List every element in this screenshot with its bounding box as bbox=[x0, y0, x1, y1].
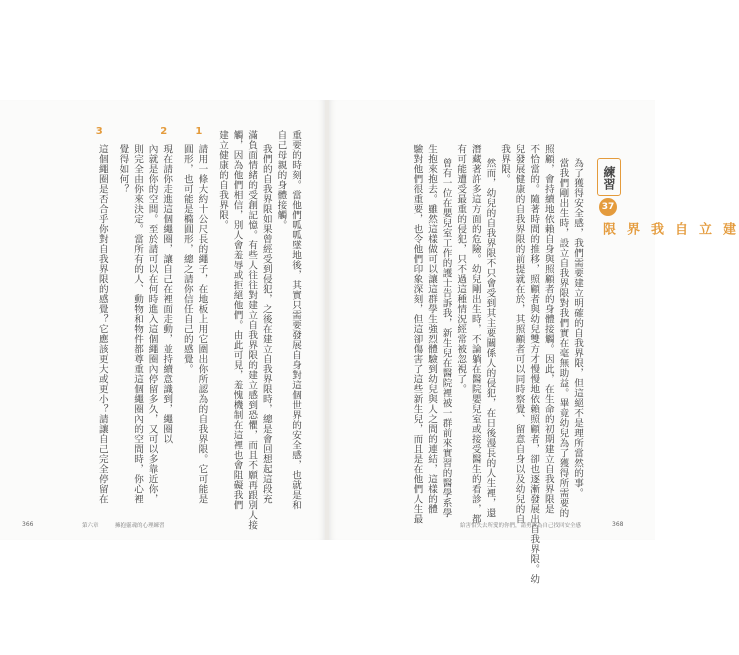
paragraph-line: 照顧，會持續地依賴自身與照顧者的身體接觸。因此，在生命的初期建立自我界限是 bbox=[542, 144, 554, 514]
paragraph-line: 然而，幼兒的自我界限不只會受到其主要關係人的侵犯，在日後漫長的人生裡，還 bbox=[484, 158, 496, 518]
exercise-number-badge: 37 bbox=[599, 198, 617, 216]
paragraph-line: 我們的自我界限如果曾經受到侵犯，之後在建立自我界限時，總是會回想起這段充 bbox=[260, 144, 272, 504]
step-line: 覺得如何？ bbox=[117, 144, 129, 194]
paragraph-line: 兒發展健康的自我界限的前提就在於，其照顧者可以同時察覺、留意自身以及幼兒的自 bbox=[513, 144, 525, 524]
right-footer-title: 給害怕失去所愛的你們，請勇敢為自己找回安全感 bbox=[460, 523, 582, 529]
step-line: 內就是你的空間。至於請可以在何時進入這個繩圈內停留多久，又可以多靠近你， bbox=[146, 144, 158, 504]
left-footer-chapter: 第六章 bbox=[82, 523, 99, 529]
paragraph-line: 潛藏著許多這方面的危險。幼兒剛出生時，不論躺在醫院嬰兒室或接受醫生的看診，都 bbox=[469, 144, 481, 524]
left-page-number: 366 bbox=[22, 521, 34, 528]
paragraph-line: 建立健康的自我界限。 bbox=[217, 130, 228, 230]
paragraph-line: 生抱來抱去。雖然這樣做可以讓這群學生強烈體驗到幼兒與人之間的連結，這樣的體 bbox=[426, 144, 437, 514]
step-number: 3 bbox=[95, 126, 103, 137]
step-number: 2 bbox=[160, 126, 168, 137]
paragraph-line: 自己母親的身體接觸。 bbox=[275, 130, 287, 230]
paragraph-line: 重要的時刻。當他們呱呱墜地後，其實只需要發展自身對這個世界的安全感，也就是和 bbox=[290, 130, 301, 510]
step-number: 1 bbox=[195, 126, 203, 137]
step-line: 則完全由你來決定。當所有的人、動物和物件都尊重這個繩圈內的空間時，你心裡 bbox=[132, 144, 143, 504]
paragraph-line: 當我們剛出生時，設立自我界限對我們實在毫無助益。畢竟幼兒為了獲得所需要的 bbox=[557, 158, 569, 518]
step-line: 現在請你走進這個繩圈，讓自己在裡面走動，並持續意識到，繩圈以 bbox=[161, 144, 173, 444]
paragraph-line: 曾有一位在嬰兒室工作的護士告訴我，新生兒在醫院裡被一群前來實習的醫學系學 bbox=[440, 158, 452, 518]
exercise-label: 練習 bbox=[597, 158, 621, 196]
left-footer-title: 擁抱靈魂的心理練習 bbox=[115, 523, 165, 529]
paragraph-line: 不恰當的。隨著時間的推移，照顧者與幼兒雙方才慢慢地依賴照顧者，卻也逐漸發展出自我界限。幼 bbox=[528, 144, 540, 584]
paragraph-line: 滿負面情緒的受創記憶。有些人往往對建立自我界限的建立感到恐懼，而且不願再跟別人接 bbox=[246, 130, 258, 530]
paragraph-line: 觸，因為他們相信，別人會羞辱或拒絕他們。由此可見，羞愧機制在這裡也會阻礙我們 bbox=[231, 130, 243, 510]
step-line: 這個繩圈是否合乎你對自我界限的感覺？它應該更大或更小？請讓自己完全停留在 bbox=[96, 144, 108, 504]
paragraph-line: 驗對他們很重要，也令他們印象深刻，但這卻傷害了這些新生兒，而且是在他們人生最 bbox=[411, 144, 423, 524]
step-line: 請用一條大約十公尺長的繩子，在地板上用它圍出你所認為的自我界限。它可能是 bbox=[196, 144, 208, 504]
right-page-number: 368 bbox=[612, 521, 624, 528]
paragraph-line: 為了獲得安全感，我們需要建立明確的自我界限，但這絕不是理所當然的事。 bbox=[572, 158, 583, 498]
step-line: 圓形，也可能是橢圓形，總之請你信任自己的感覺。 bbox=[181, 144, 193, 374]
exercise-title: 建立自我界限 bbox=[600, 222, 735, 236]
paragraph-line: 有可能遭受最重的侵犯，只不過這種情況經常被忽視了。 bbox=[455, 144, 467, 394]
paragraph-line: 我界限。 bbox=[499, 144, 510, 184]
